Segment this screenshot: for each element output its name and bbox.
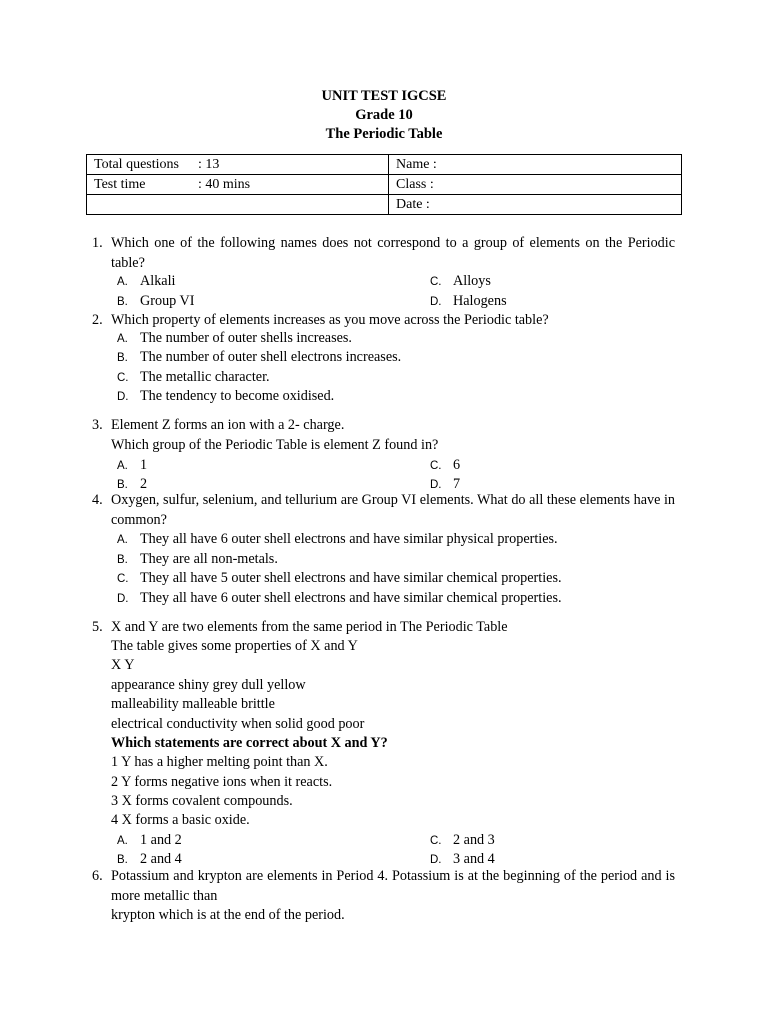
- option-letter: C.: [430, 276, 442, 288]
- question-4-text: Oxygen, sulfur, selenium, and tellurium are Group VI elements. What do all these elements have in common?: [111, 492, 675, 528]
- question-4-option-a[interactable]: [117, 530, 558, 550]
- subject-heading: The Periodic Table: [325, 126, 443, 142]
- option-letter: D.: [117, 593, 129, 605]
- total-questions-value: : 13: [198, 156, 220, 172]
- option-text: 1: [140, 457, 148, 473]
- test-time-label: Test time: [94, 176, 146, 192]
- question-5-line-3: X Y: [111, 657, 135, 673]
- date-cell[interactable]: [389, 195, 682, 215]
- option-letter: D.: [430, 479, 442, 491]
- question-2-option-a[interactable]: [117, 329, 352, 349]
- student-info-table: [86, 154, 682, 215]
- name-label: Name :: [396, 156, 437, 172]
- question-6-text: Potassium and krypton are elements in Period 4. Potassium is at the beginning of the period and is more metallic than: [111, 868, 675, 904]
- option-letter: C.: [117, 372, 129, 384]
- question-5-line-6: electrical conductivity when solid good poor: [111, 716, 365, 732]
- option-text: Halogens: [453, 293, 507, 309]
- question-5-number: 5.: [92, 619, 103, 635]
- option-letter: B.: [117, 479, 128, 491]
- question-3-text: Element Z forms an ion with a 2- charge.: [111, 417, 345, 433]
- exam-title: UNIT TEST IGCSE: [321, 88, 447, 104]
- question-5-statement-2: 2 Y forms negative ions when it reacts.: [111, 774, 333, 790]
- option-letter: B.: [117, 352, 128, 364]
- option-text: 1 and 2: [140, 832, 182, 848]
- option-letter: D.: [430, 296, 442, 308]
- option-text: Alloys: [453, 273, 491, 289]
- question-1-option-d[interactable]: [430, 292, 507, 312]
- option-letter: D.: [117, 391, 129, 403]
- question-3-text-2: Which group of the Periodic Table is element Z found in?: [111, 437, 439, 453]
- question-6-text-2: krypton which is at the end of the period.: [111, 907, 345, 923]
- empty-cell: [87, 195, 389, 215]
- grade-heading: Grade 10: [355, 107, 413, 123]
- option-letter: A.: [117, 460, 128, 472]
- option-letter: B.: [117, 854, 128, 866]
- option-letter: C.: [430, 460, 442, 472]
- question-2-text: Which property of elements increases as you move across the Periodic table?: [111, 312, 549, 328]
- option-text: 2 and 3: [453, 832, 495, 848]
- question-4-option-d[interactable]: [117, 589, 562, 609]
- question-2-option-b[interactable]: [117, 348, 401, 368]
- option-letter: C.: [430, 835, 442, 847]
- option-text: 2 and 4: [140, 851, 182, 867]
- question-1-option-b[interactable]: [117, 292, 195, 312]
- question-2-option-d[interactable]: [117, 387, 334, 407]
- question-2-number: 2.: [92, 312, 103, 328]
- option-text: The tendency to become oxidised.: [140, 388, 335, 404]
- option-letter: A.: [117, 333, 128, 345]
- question-5-line-4: appearance shiny grey dull yellow: [111, 677, 306, 693]
- question-5-statement-4: 4 X forms a basic oxide.: [111, 812, 250, 828]
- option-text: They all have 6 outer shell electrons and have similar chemical properties.: [140, 590, 562, 606]
- option-letter: C.: [117, 573, 129, 585]
- question-1-option-a[interactable]: [117, 272, 175, 292]
- question-5-option-c[interactable]: [430, 831, 495, 851]
- option-text: 3 and 4: [453, 851, 495, 867]
- option-letter: A.: [117, 276, 128, 288]
- option-text: The metallic character.: [140, 369, 270, 385]
- question-4-option-c[interactable]: [117, 569, 562, 589]
- question-5-statement-3: 3 X forms covalent compounds.: [111, 793, 293, 809]
- question-2-option-c[interactable]: [117, 368, 270, 388]
- name-cell[interactable]: [389, 155, 682, 175]
- test-time-value: : 40 mins: [198, 176, 251, 192]
- option-text: 2: [140, 476, 148, 492]
- question-4-option-b[interactable]: [117, 550, 278, 570]
- option-text: They all have 5 outer shell electrons and have similar chemical properties.: [140, 570, 562, 586]
- question-5-option-a[interactable]: [117, 831, 182, 851]
- total-questions-cell: [87, 155, 389, 175]
- option-text: They are all non-metals.: [140, 551, 278, 567]
- question-5-prompt: Which statements are correct about X and Y?: [111, 735, 388, 751]
- date-label: Date :: [396, 196, 430, 212]
- option-text: The number of outer shell electrons increases.: [140, 349, 402, 365]
- question-3-option-a[interactable]: [117, 456, 147, 476]
- class-cell[interactable]: [389, 175, 682, 195]
- question-5-line-5: malleability malleable brittle: [111, 696, 275, 712]
- question-3-option-c[interactable]: [430, 456, 460, 476]
- question-5-line-1: X and Y are two elements from the same period in The Periodic Table: [111, 619, 508, 635]
- option-text: Alkali: [140, 273, 176, 289]
- test-time-cell: [87, 175, 389, 195]
- question-4-number: 4.: [92, 492, 103, 508]
- option-letter: A.: [117, 534, 128, 546]
- question-1-option-c[interactable]: [430, 272, 491, 292]
- class-label: Class :: [396, 176, 434, 192]
- option-text: 7: [453, 476, 461, 492]
- option-text: The number of outer shells increases.: [140, 330, 352, 346]
- question-3-number: 3.: [92, 417, 103, 433]
- option-letter: A.: [117, 835, 128, 847]
- option-text: 6: [453, 457, 461, 473]
- question-1-text: Which one of the following names does not correspond to a group of elements on the Periodic table?: [111, 235, 675, 271]
- option-text: Group VI: [140, 293, 195, 309]
- question-5-statement-1: 1 Y has a higher melting point than X.: [111, 754, 328, 770]
- option-text: They all have 6 outer shell electrons and have similar physical properties.: [140, 531, 558, 547]
- option-letter: B.: [117, 296, 128, 308]
- question-6-number: 6.: [92, 868, 103, 884]
- total-questions-label: Total questions: [94, 156, 179, 172]
- question-1-number: 1.: [92, 235, 103, 251]
- option-letter: D.: [430, 854, 442, 866]
- question-5-line-2: The table gives some properties of X and Y: [111, 638, 358, 654]
- option-letter: B.: [117, 554, 128, 566]
